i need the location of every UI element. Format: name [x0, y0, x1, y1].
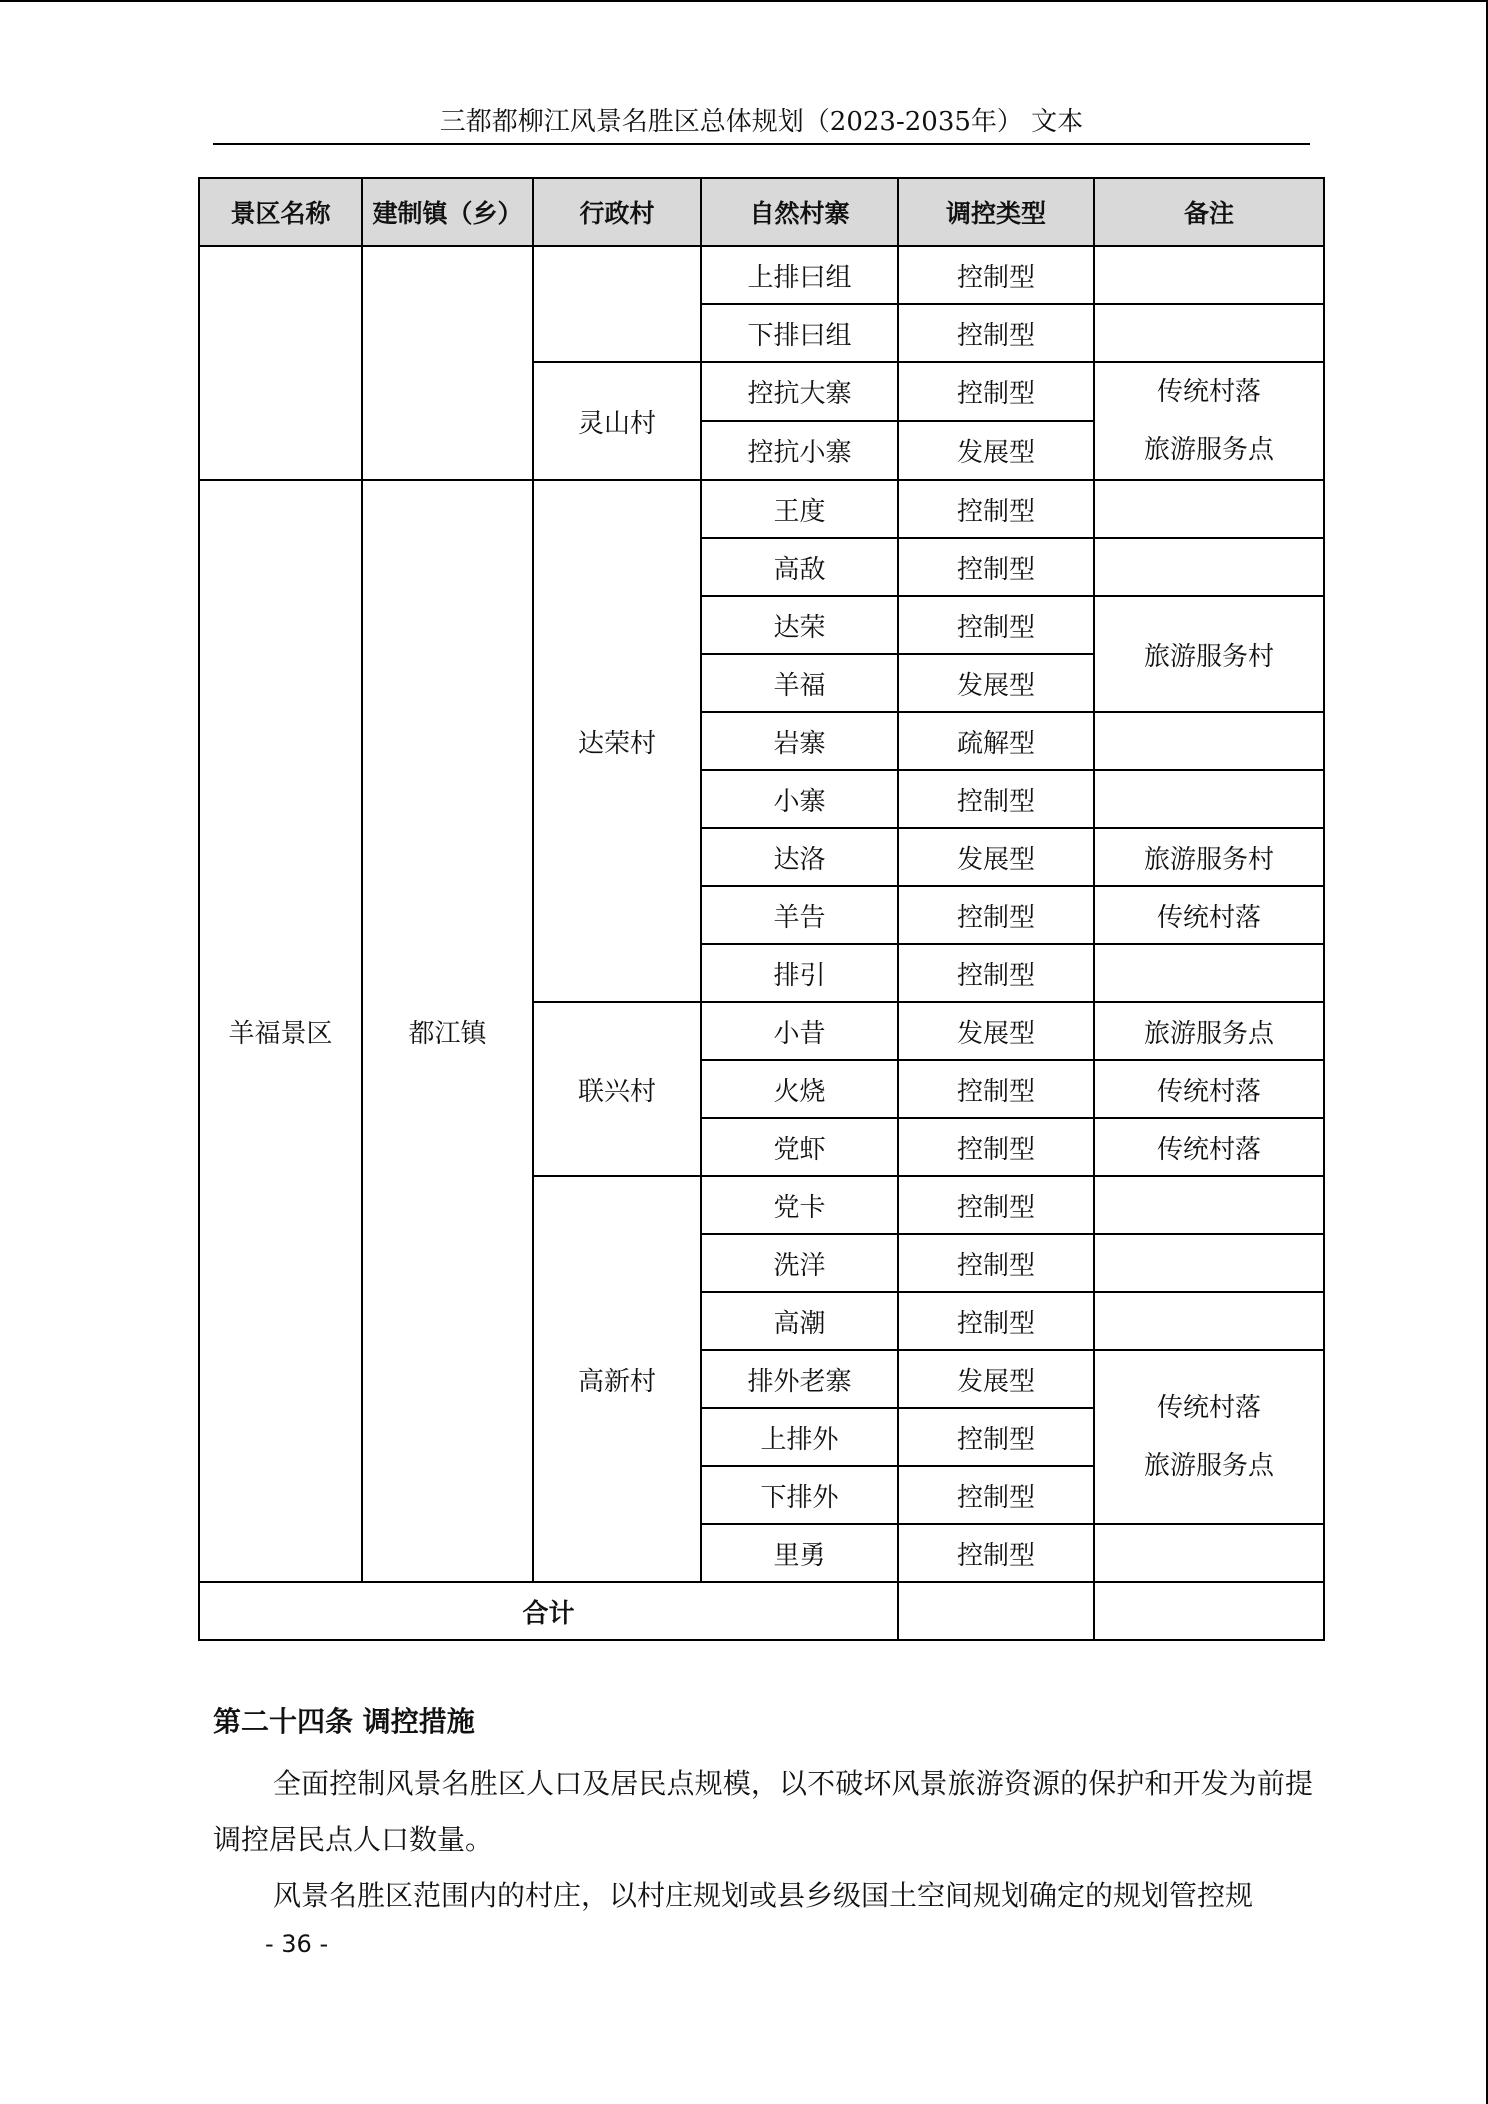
type-cell: 发展型 [898, 1350, 1094, 1408]
village-cell: 高敌 [701, 538, 898, 596]
type-cell: 控制型 [898, 304, 1094, 362]
village-cell: 控抗大寨 [701, 362, 898, 421]
village-cell: 高潮 [701, 1292, 898, 1350]
remark-cell: 传统村落 [1094, 886, 1324, 944]
remark-line: 旅游服务点 [1143, 1451, 1274, 1481]
town-cell: 都江镇 [362, 480, 533, 1582]
type-cell: 控制型 [898, 1408, 1094, 1466]
remark-cell: 旅游服务村 [1094, 596, 1324, 712]
village-cell: 排外老寨 [701, 1350, 898, 1408]
total-label: 合计 [199, 1582, 898, 1640]
village-cell: 里勇 [701, 1524, 898, 1582]
village-cell: 排引 [701, 944, 898, 1002]
village-cell: 达荣 [701, 596, 898, 654]
village-cell: 下排曰组 [701, 304, 898, 362]
col-header-natural-village: 自然村寨 [701, 178, 898, 246]
remark-cell [1094, 304, 1324, 362]
village-cell: 达洛 [701, 828, 898, 886]
col-header-town: 建制镇（乡） [362, 178, 533, 246]
village-cell: 岩寨 [701, 712, 898, 770]
village-cell: 王度 [701, 480, 898, 538]
total-type-cell [898, 1582, 1094, 1640]
remark-cell [1094, 246, 1324, 304]
remark-cell [1094, 1292, 1324, 1350]
type-cell: 控制型 [898, 944, 1094, 1002]
remark-cell [1094, 944, 1324, 1002]
col-header-control-type: 调控类型 [898, 178, 1094, 246]
type-cell: 控制型 [898, 770, 1094, 828]
remark-cell [1094, 712, 1324, 770]
type-cell: 控制型 [898, 1292, 1094, 1350]
type-cell: 控制型 [898, 1118, 1094, 1176]
village-cell: 火烧 [701, 1060, 898, 1118]
page-header: 三都都柳江风景名胜区总体规划（2023-2035年） 文本 [213, 103, 1310, 145]
col-header-scenic-area: 景区名称 [199, 178, 362, 246]
page-number: - 36 - [265, 1930, 329, 1958]
remark-cell [1094, 538, 1324, 596]
remark-cell: 传统村落 [1094, 1060, 1324, 1118]
remark-cell [1094, 770, 1324, 828]
table-row [199, 480, 1324, 538]
type-cell: 控制型 [898, 1234, 1094, 1292]
type-cell: 控制型 [898, 1524, 1094, 1582]
remark-cell [1094, 480, 1324, 538]
scenic-area-cell [199, 246, 362, 480]
village-cell: 小寨 [701, 770, 898, 828]
table-row [199, 246, 1324, 304]
total-row [199, 1582, 1324, 1640]
type-cell: 疏解型 [898, 712, 1094, 770]
type-cell: 控制型 [898, 596, 1094, 654]
type-cell: 控制型 [898, 1060, 1094, 1118]
paragraph: 风景名胜区范围内的村庄，以村庄规划或县乡级国土空间规划确定的规划管控规 [273, 1879, 1254, 1912]
village-cell: 小昔 [701, 1002, 898, 1060]
admin-village-cell: 灵山村 [533, 362, 701, 480]
admin-village-cell: 达荣村 [533, 480, 701, 1002]
type-cell: 发展型 [898, 654, 1094, 712]
village-cell: 上排曰组 [701, 246, 898, 304]
type-cell: 发展型 [898, 828, 1094, 886]
type-cell: 控制型 [898, 1466, 1094, 1524]
remark-line: 旅游服务点 [1143, 435, 1274, 465]
type-cell: 控制型 [898, 1176, 1094, 1234]
remark-cell [1094, 1524, 1324, 1582]
remark-cell: 旅游服务村 [1094, 828, 1324, 886]
village-cell: 党卡 [701, 1176, 898, 1234]
type-cell: 控制型 [898, 362, 1094, 421]
col-header-remark: 备注 [1094, 178, 1324, 246]
type-cell: 控制型 [898, 886, 1094, 944]
type-cell: 控制型 [898, 480, 1094, 538]
total-remark-cell [1094, 1582, 1324, 1640]
admin-village-cell: 高新村 [533, 1176, 701, 1582]
village-cell: 下排外 [701, 1466, 898, 1524]
village-cell: 控抗小寨 [701, 421, 898, 480]
village-cell: 上排外 [701, 1408, 898, 1466]
scenic-area-cell: 羊福景区 [199, 480, 362, 1582]
remark-cell [1094, 1234, 1324, 1292]
village-cell: 羊告 [701, 886, 898, 944]
type-cell: 控制型 [898, 246, 1094, 304]
remark-line: 传统村落 [1156, 377, 1261, 407]
remark-cell: 旅游服务点 [1094, 1002, 1324, 1060]
remark-cell: 传统村落 [1094, 1118, 1324, 1176]
paragraph: 全面控制风景名胜区人口及居民点规模，以不破坏风景旅游资源的保护和开发为前提调控居民点人口数量。 [213, 1767, 1313, 1856]
col-header-admin-village: 行政村 [533, 178, 701, 246]
remark-cell [1094, 1176, 1324, 1234]
type-cell: 发展型 [898, 421, 1094, 480]
remark-cell [1094, 1350, 1324, 1524]
table-header-row [199, 178, 1324, 246]
remark-line: 传统村落 [1156, 1393, 1261, 1423]
type-cell: 发展型 [898, 1002, 1094, 1060]
section-title: 第二十四条 调控措施 [213, 1705, 475, 1738]
village-cell: 洗洋 [701, 1234, 898, 1292]
settlement-table [198, 177, 1325, 1641]
admin-village-cell: 联兴村 [533, 1002, 701, 1176]
admin-village-cell [533, 246, 701, 362]
village-cell: 羊福 [701, 654, 898, 712]
type-cell: 控制型 [898, 538, 1094, 596]
remark-cell [1094, 362, 1324, 480]
town-cell [362, 246, 533, 480]
village-cell: 党虾 [701, 1118, 898, 1176]
